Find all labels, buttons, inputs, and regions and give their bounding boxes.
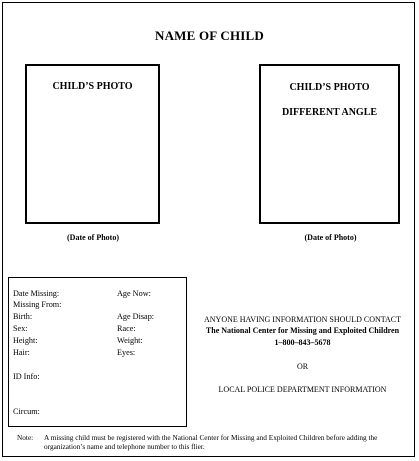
sex-label: Sex: [13, 324, 28, 333]
age-disappeared-label: Age Disap: [117, 312, 155, 321]
or-separator: OR [296, 362, 309, 371]
race-label: Race: [117, 324, 136, 333]
contact-heading: ANYONE HAVING INFORMATION SHOULD CONTACT [204, 315, 401, 324]
child-photo-frame [25, 64, 160, 224]
photo-caption-angle: DIFFERENT ANGLE [281, 107, 378, 118]
id-info-label: ID Info: [13, 372, 40, 381]
photo-caption: CHILD’S PHOTO [52, 81, 133, 92]
circumstances-label: Circum: [13, 407, 40, 416]
ncmec-phone: 1–800–843–5678 [274, 338, 331, 347]
child-name-heading: NAME OF CHILD [154, 28, 264, 43]
note-label: Note: [17, 433, 34, 442]
birth-label: Birth: [13, 312, 33, 321]
photo-date-label: (Date of Photo) [304, 233, 357, 242]
photo-date-label: (Date of Photo) [67, 233, 119, 242]
eyes-label: Eyes: [117, 348, 136, 357]
ncmec-name: The National Center for Missing and Exploited Children [205, 326, 400, 335]
height-label: Height: [13, 336, 38, 345]
age-now-label: Age Now: [117, 289, 151, 298]
child-info-box [8, 277, 187, 427]
weight-label: Weight: [117, 336, 143, 345]
hair-label: Hair: [13, 348, 30, 357]
photo-caption: CHILD’S PHOTO [289, 82, 370, 93]
local-police-info: LOCAL POLICE DEPARTMENT INFORMATION [218, 385, 387, 394]
date-missing-label: Date Missing: [13, 289, 60, 298]
child-photo-different-angle-frame [259, 64, 400, 224]
note-text: A missing child must be registered with the National Center for Missing and Exploited Children before adding the organization’s name and telephone number to this flier. [44, 433, 378, 451]
missing-from-label: Missing From: [13, 300, 62, 309]
